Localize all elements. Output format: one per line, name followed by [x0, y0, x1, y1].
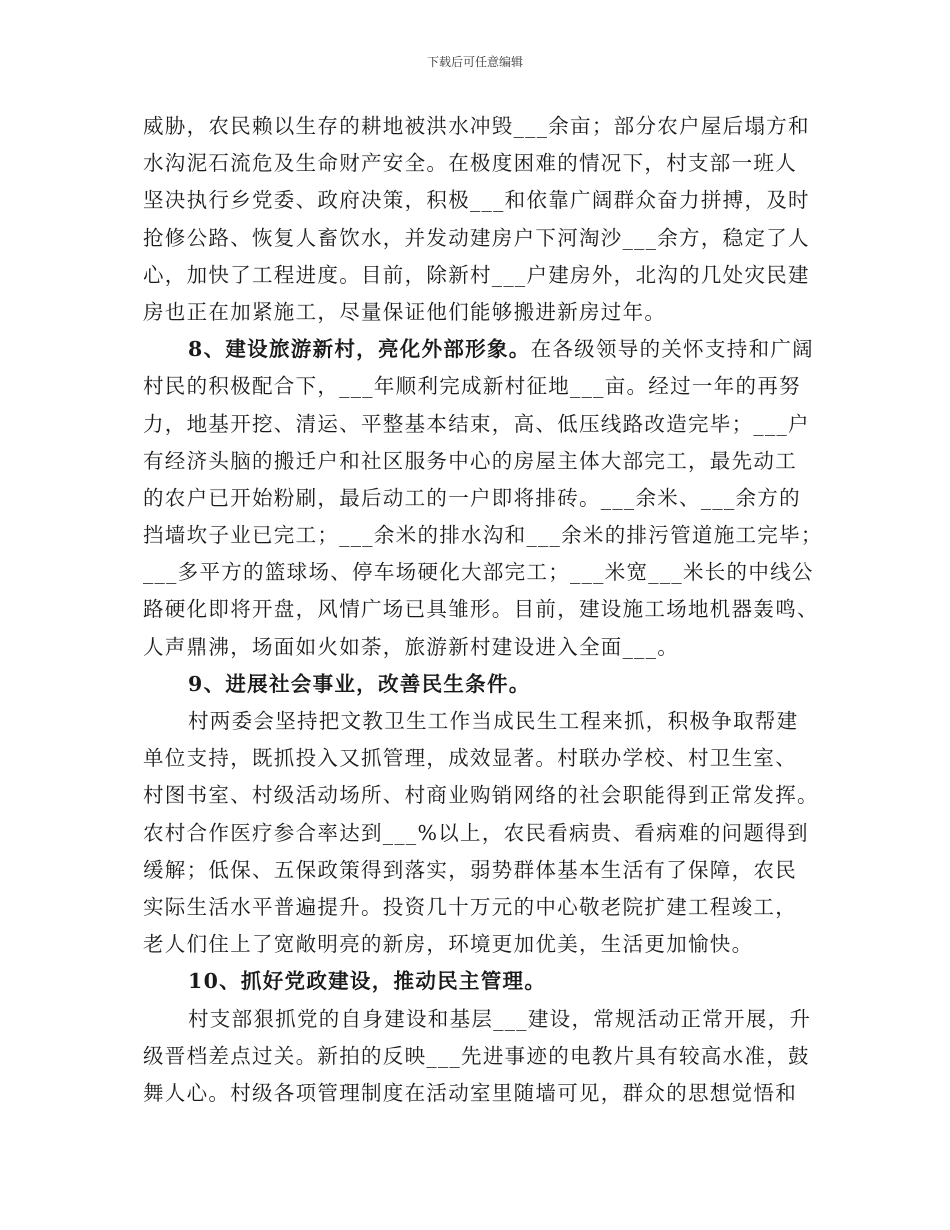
text-line: 老人们住上了宽敞明亮的新房，环境更加优美，生活更加愉快。	[143, 932, 754, 957]
text-line: 坚决执行乡党委、政府决策，积极___和依靠广阔群众奋力拼搏，及时	[143, 188, 810, 213]
text-line: 村两委会坚持把文教卫生工作当成民生工程来抓，积极争取帮建	[188, 709, 799, 733]
text-line: 农村合作医疗参合率达到___%以上，农民看病贵、看病难的问题得到	[143, 820, 809, 845]
text-line: 路硬化即将开盘，风情广场已具雏形。目前，建设施工场地机器轰鸣、	[143, 597, 819, 622]
text-line: 村民的积极配合下，___年顺利完成新村征地___亩。经过一年的再努	[143, 374, 801, 399]
section-heading: 9、进展社会事业，改善民生条件。	[188, 671, 531, 696]
text-line: 力，地基开挖、清运、平整基本结束，高、低压线路改造完毕；___户	[143, 411, 810, 436]
text-line: 人声鼎沸，场面如火如荼，旅游新村建设进入全面___。	[143, 634, 680, 659]
text-line: 威胁，农民赖以生存的耕地被洪水冲毁___余亩；部分农户屋后塌方和	[143, 114, 810, 138]
text-line: 水沟泥石流危及生命财产安全。在极度困难的情况下，村支部一班人	[143, 151, 797, 176]
section-heading: 10、抓好党政建设，推动民主管理。	[188, 969, 547, 994]
text-line: 心，加快了工程进度。目前，除新村___户建房外，北沟的几处灾民建	[143, 262, 810, 287]
text-line: 实际生活水平普遍提升。投资几十万元的中心敬老院扩建工程竣工，	[143, 894, 797, 919]
section-heading-line: 8、建设旅游新村，亮化外部形象。在各级领导的关怀支持和广阔	[188, 337, 814, 362]
section-heading-line	[143, 666, 823, 703]
section-heading-line	[143, 963, 823, 1000]
text-line: 单位支持，既抓投入又抓管理，成效显著。村联办学校、村卫生室、	[143, 746, 797, 771]
text-line: 房也正在加紧施工，尽量保证他们能够搬进新房过年。	[143, 299, 667, 324]
text-line: 级晋档差点过关。新拍的反映___先进事迹的电教片具有较高水准，鼓	[143, 1043, 810, 1068]
section-heading: 8、建设旅游新村，亮化外部形象。	[188, 337, 531, 362]
page-header: 下载后可任意编辑	[426, 55, 523, 69]
text-line: ___多平方的篮球场、停车场硬化大部完工；___米宽___米长的中线公	[143, 560, 814, 585]
text-line: 村支部狠抓党的自身建设和基层___建设，常规活动正常开展，升	[188, 1006, 812, 1031]
text-line: 村图书室、村级活动场所、村商业购销网络的社会职能得到正常发挥。	[143, 783, 819, 808]
text-line: 抢修公路、恢复人畜饮水，并发动建房户下河淘沙___余方，稳定了人	[143, 225, 810, 250]
text-line: 舞人心。村级各项管理制度在活动室里随墙可见，群众的思想觉悟和	[143, 1080, 797, 1105]
text-line: 有经济头脑的搬迁户和社区服务中心的房屋主体大部完工，最先动工	[143, 448, 797, 473]
text-line: 缓解；低保、五保政策得到落实，弱势群体基本生活有了保障，农民	[143, 857, 797, 882]
document-body	[143, 108, 823, 1112]
text-line: 的农户已开始粉刷，最后动工的一户即将排砖。___余米、___余方的	[143, 485, 801, 510]
text-line: 挡墙坎子业已完工；___余米的排水沟和___余米的排污管道施工完毕；	[143, 523, 823, 548]
